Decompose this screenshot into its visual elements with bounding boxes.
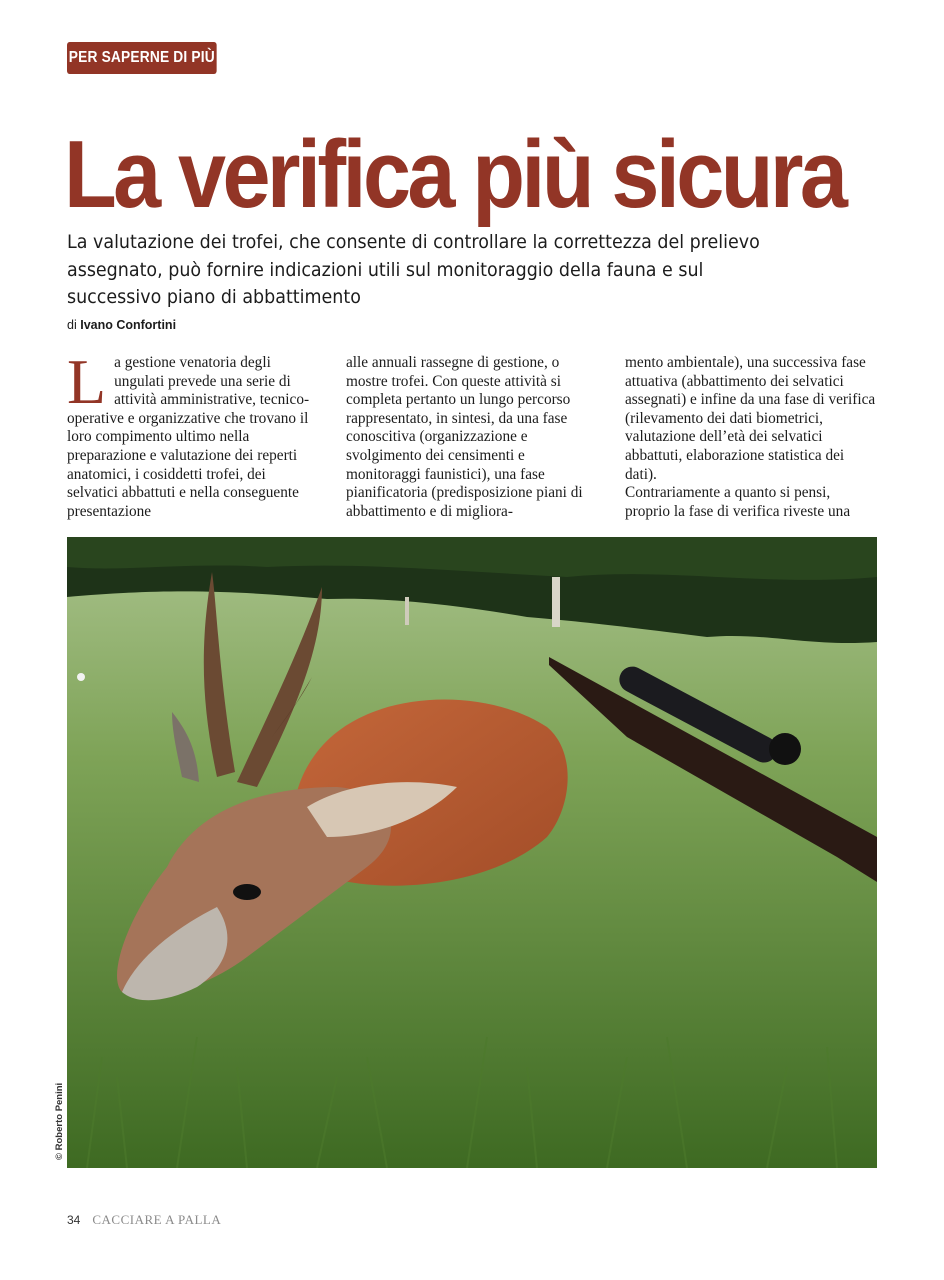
magazine-name: CACCIARE A PALLA	[92, 1212, 222, 1227]
body-column-3	[625, 354, 877, 521]
body-text-3a: mento ambientale), una successiva fase attuativa (abbattimento dei selvatici assegnati) e infine da una fase di verifica (rilevamento dei dati biometrici, valutazione dell’età dei selvatici abbattuti, elaborazione statistica dei dati).	[625, 354, 876, 483]
article-photo	[67, 537, 877, 1168]
body-column-2	[346, 354, 598, 521]
body-text-2: alle annuali rassegne di gestione, o mostre trofei. Con queste attività si completa pertanto un lungo percorso rappresentato, in sintesi, da una fase conoscitiva (organizzazione e svolgimento dei censimenti e monitoraggi faunistici), una fase pianificatoria (predisposizione piani di abbattimento e di migliora-	[346, 354, 583, 520]
section-tag: PER SAPERNE DI PIÙ	[67, 42, 217, 74]
byline-author: Ivano Confortini	[80, 318, 177, 332]
photo-credit: © Roberto Penini	[54, 1082, 65, 1160]
roe-deer-photo-illustration	[67, 537, 877, 1168]
byline-prefix: di	[67, 318, 77, 332]
article-subtitle: La valutazione dei trofei, che consente di controllare la correttezza del prelievo assegnato, può fornire indicazioni utili sul monitoraggio della fauna e sul successivo piano di abbattimento	[67, 231, 760, 308]
byline	[67, 318, 176, 332]
body-column-1	[67, 346, 319, 521]
drop-cap: L	[67, 346, 107, 417]
page-number: 34	[67, 1213, 81, 1227]
article-title: La verifica più sicura	[64, 121, 845, 228]
body-text-1: a gestione venatoria degli ungulati prevede una serie di attività amministrative, tecnico-operative e organizzative che trovano il loro compimento ultimo nella preparazione e valutazione dei reperti anatomici, i cosiddetti trofei, dei selvatici abbattuti e nella conseguente presentazione	[67, 354, 310, 520]
page-footer	[67, 1212, 221, 1228]
body-text-3b: Contrariamente a quanto si pensi, proprio la fase di verifica riveste una	[625, 484, 851, 520]
